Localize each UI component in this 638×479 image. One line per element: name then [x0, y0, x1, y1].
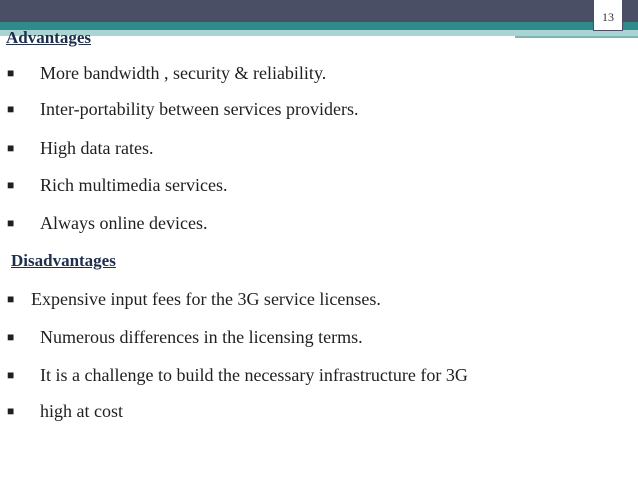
square-bullet-icon: ■	[7, 216, 15, 230]
accent-line-right	[515, 36, 638, 38]
slide-number-box	[593, 0, 623, 31]
square-bullet-icon: ■	[7, 404, 15, 418]
square-bullet-icon: ■	[7, 368, 15, 382]
accent-stripe	[0, 22, 638, 30]
disadvantage-text: Expensive input fees for the 3G service licenses.	[31, 289, 381, 309]
advantages-heading: Advantages	[6, 28, 92, 47]
disadvantage-text: Numerous differences in the licensing terms.	[40, 327, 363, 347]
disadvantages-heading: Disadvantages	[11, 251, 116, 270]
disadvantage-text: high at cost	[40, 401, 123, 421]
square-bullet-icon: ■	[7, 141, 15, 155]
square-bullet-icon: ■	[7, 66, 15, 80]
header-bar	[0, 0, 638, 22]
advantage-text: Always online devices.	[40, 213, 208, 233]
disadvantage-text: It is a challenge to build the necessary infrastructure for 3G	[40, 365, 468, 385]
advantage-text: More bandwidth , security & reliability.	[40, 63, 327, 83]
advantage-text: High data rates.	[40, 138, 154, 158]
square-bullet-icon: ■	[7, 178, 15, 192]
square-bullet-icon: ■	[7, 102, 15, 116]
square-bullet-icon: ■	[7, 330, 15, 344]
advantage-text: Inter-portability between services providers.	[40, 99, 359, 119]
square-bullet-icon: ■	[7, 292, 15, 306]
slide-number: 13	[602, 10, 614, 24]
advantage-text: Rich multimedia services.	[40, 175, 228, 195]
